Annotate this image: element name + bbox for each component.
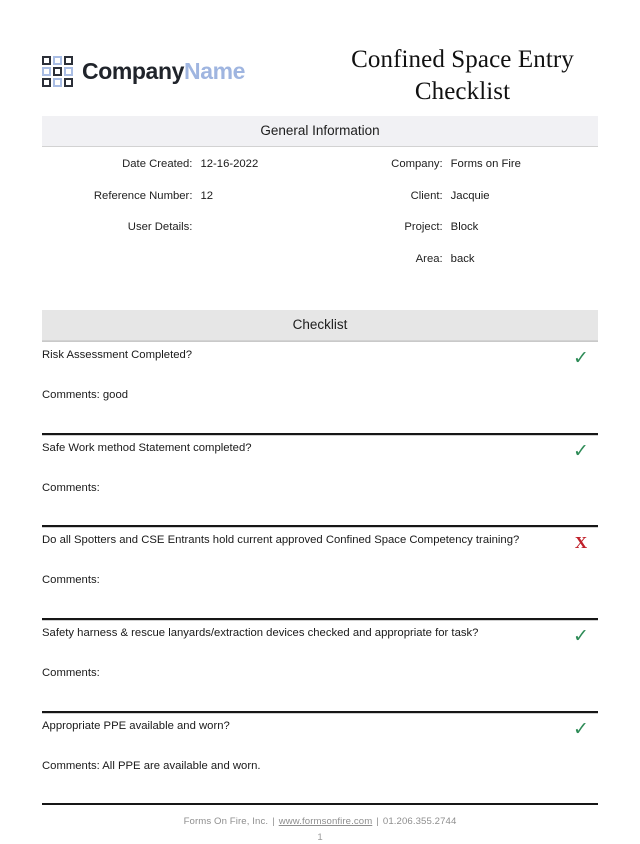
checklist-item bbox=[42, 711, 598, 804]
brand-company-word: Company bbox=[82, 58, 184, 84]
checklist-comment: Comments: bbox=[42, 667, 100, 680]
document-footer bbox=[42, 805, 598, 843]
field-project bbox=[320, 221, 598, 253]
field-value: 12-16-2022 bbox=[200, 158, 259, 170]
checklist-item bbox=[42, 618, 598, 711]
field-value: Block bbox=[450, 221, 479, 233]
cross-icon[interactable]: X bbox=[574, 533, 588, 553]
section-header-checklist: Checklist bbox=[42, 310, 598, 341]
checkmark-icon[interactable]: ✓ bbox=[573, 625, 589, 648]
page-title bbox=[327, 42, 598, 108]
field-label: Date Created: bbox=[122, 158, 193, 170]
logo-cell bbox=[64, 78, 73, 87]
footer-separator: | bbox=[376, 816, 379, 828]
logo-cell bbox=[42, 67, 51, 76]
checklist-item-header bbox=[42, 626, 598, 646]
brand-wordmark bbox=[82, 60, 245, 83]
logo-cell bbox=[53, 78, 62, 87]
document-header bbox=[0, 0, 640, 116]
company-logo bbox=[42, 42, 327, 87]
checklist-item-header bbox=[42, 441, 598, 461]
divider bbox=[42, 713, 598, 714]
logo-cell bbox=[42, 56, 51, 65]
field-client bbox=[320, 190, 598, 222]
checklist-question: Do all Spotters and CSE Entrants hold current approved Confined Space Competency training? bbox=[42, 534, 520, 547]
general-information-right-column bbox=[320, 158, 598, 284]
field-label: User Details: bbox=[127, 221, 193, 233]
checklist-item-header bbox=[42, 719, 598, 739]
logo-cell bbox=[64, 67, 73, 76]
checklist-comment: Comments: bbox=[42, 481, 100, 494]
checklist-item bbox=[42, 525, 598, 618]
logo-cell bbox=[64, 56, 73, 65]
checkmark-icon[interactable]: ✓ bbox=[573, 439, 589, 462]
footer-contact-line bbox=[42, 816, 598, 827]
checklist-item-header bbox=[42, 533, 598, 553]
footer-phone: 01.206.355.2744 bbox=[382, 816, 457, 828]
field-reference-number bbox=[42, 190, 320, 222]
checkmark-icon[interactable]: ✓ bbox=[573, 717, 589, 740]
checkmark-icon[interactable]: ✓ bbox=[573, 347, 589, 369]
brand-name-word: Name bbox=[184, 58, 246, 84]
checklist-comment: Comments: bbox=[42, 574, 100, 587]
checklist-question: Risk Assessment Completed? bbox=[42, 349, 193, 361]
field-label: Project: bbox=[404, 221, 443, 233]
checklist-comment: Comments: good bbox=[42, 389, 129, 401]
footer-website-link[interactable]: www.formsonfire.com bbox=[278, 816, 373, 828]
field-label: Reference Number: bbox=[93, 189, 193, 202]
footer-separator: | bbox=[272, 816, 275, 828]
logo-cell bbox=[53, 67, 62, 76]
field-label: Area: bbox=[415, 252, 443, 265]
field-label: Client: bbox=[410, 189, 443, 202]
section-header-general-information: General Information bbox=[42, 116, 598, 147]
page-title-line-2: Checklist bbox=[414, 78, 511, 105]
field-value: Forms on Fire bbox=[450, 158, 521, 170]
general-information-body bbox=[42, 147, 598, 284]
checklist-item bbox=[42, 433, 598, 526]
field-area bbox=[320, 253, 598, 285]
field-date-created bbox=[42, 158, 320, 190]
checklist-question: Appropriate PPE available and worn? bbox=[42, 719, 230, 732]
checklist-item bbox=[42, 341, 598, 433]
logo-cell bbox=[42, 78, 51, 87]
field-label: Company: bbox=[391, 158, 443, 170]
logo-cell bbox=[53, 56, 62, 65]
checklist-comment: Comments: All PPE are available and worn. bbox=[42, 759, 261, 772]
divider bbox=[42, 620, 598, 621]
checklist-question: Safety harness & rescue lanyards/extraction devices checked and appropriate for task? bbox=[42, 627, 479, 640]
divider bbox=[42, 527, 598, 528]
field-value: Jacquie bbox=[450, 189, 490, 202]
field-value: 12 bbox=[200, 189, 214, 202]
field-company bbox=[320, 158, 598, 190]
grid-squares-icon bbox=[42, 56, 73, 87]
checklist-item-header bbox=[42, 348, 598, 368]
field-user-details bbox=[42, 221, 320, 253]
field-value: back bbox=[450, 252, 475, 265]
general-information-left-column bbox=[42, 158, 320, 284]
footer-company: Forms On Fire, Inc. bbox=[183, 816, 269, 828]
page-title-line-1: Confined Space Entry bbox=[351, 46, 574, 73]
divider bbox=[42, 435, 598, 436]
checklist-body bbox=[42, 341, 598, 803]
page-number: 1 bbox=[317, 832, 323, 844]
checklist-question: Safe Work method Statement completed? bbox=[42, 441, 252, 454]
